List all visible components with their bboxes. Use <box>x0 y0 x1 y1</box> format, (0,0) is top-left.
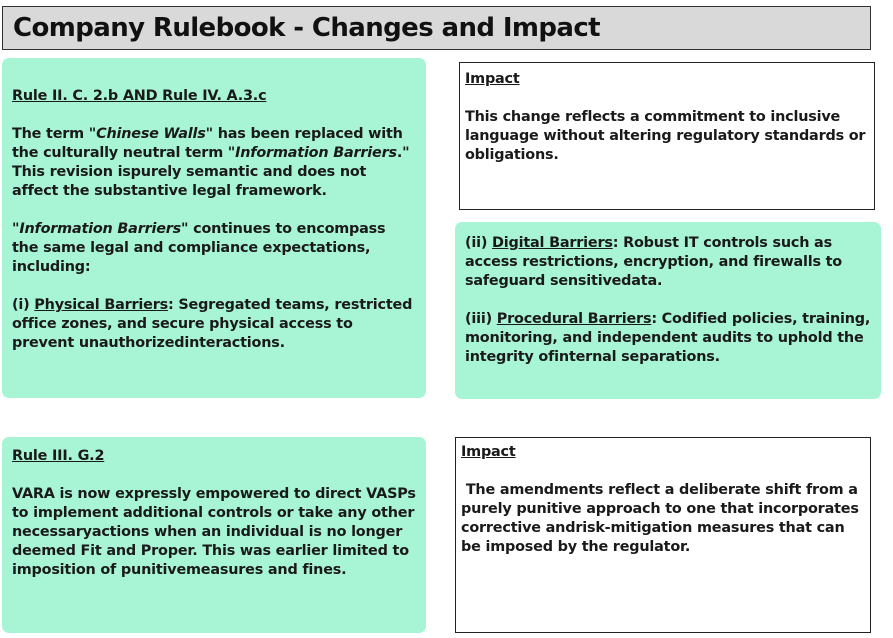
rule-change-card-1 <box>2 58 426 398</box>
rule1-p3-prefix: (i) <box>12 297 35 313</box>
b2-text: : Robust IT controls such as access restrictions, encryption, and firewalls to safeguard sensitivedata. <box>465 235 842 289</box>
impact-card-2 <box>455 437 871 633</box>
rule1-paragraph-1 <box>12 125 416 201</box>
rule1-old-term: Chinese Walls <box>96 126 206 142</box>
rule-heading-2: Rule III. G.2 <box>12 448 105 464</box>
title-bar <box>2 6 871 50</box>
rule-change-card-2 <box>2 437 426 633</box>
rule1-p1-mid: " has been replaced with the culturally neutral term " <box>12 126 403 161</box>
impact-text-2: The amendments reflect a deliberate shift from a purely punitive approach to one that incorporates corrective andrisk-mitigation measures that can be imposed by the regulator. <box>461 482 864 555</box>
physical-barriers-term: Physical Barriers <box>34 297 168 313</box>
rule1-paragraph-2 <box>12 220 416 277</box>
rule1-p2-open: " <box>12 221 20 237</box>
rule1-paragraph-3 <box>12 296 416 353</box>
barriers-card <box>455 222 881 399</box>
impact-heading-2: Impact <box>461 444 516 460</box>
rule1-p3-text: : Segregated teams, restricted office zones, and secure physical access to prevent unauthorizedinteractions. <box>12 297 413 351</box>
page-title: Company Rulebook - Changes and Impact <box>13 13 600 43</box>
digital-barriers-item <box>465 234 871 291</box>
rule1-new-term: Information Barriers <box>235 145 397 161</box>
rule-heading-1: Rule II. C. 2.b AND Rule IV. A.3.c <box>12 88 267 104</box>
procedural-barriers-term: Procedural Barriers <box>496 311 652 327</box>
digital-barriers-term: Digital Barriers <box>492 235 613 251</box>
b3-prefix: (iii) <box>465 311 497 327</box>
rule1-p2-term: Information Barriers <box>19 221 182 237</box>
rule2-text: VARA is now expressly empowered to direct VASPs to implement additional controls or take any other necessaryactions when an individual is no longer deemed Fit and Proper. This was earlier limited to imposition of punitivemeasures and fines. <box>12 486 416 578</box>
impact-card-1 <box>459 62 875 210</box>
rule1-p1-end: ." This revision ispurely semantic and does not affect the substantive legal framework. <box>12 145 410 199</box>
rule1-p1-open: The term " <box>12 126 97 142</box>
procedural-barriers-item <box>465 310 871 367</box>
impact-heading-1: Impact <box>465 71 520 87</box>
rule1-p2-text: " continues to encompass the same legal and compliance expectations, including: <box>12 221 386 275</box>
b3-text: : Codified policies, training, monitoring, and independent audits to uphold the integrity ofinternal separations. <box>465 311 871 365</box>
impact-text-1: This change reflects a commitment to inclusive language without altering regulatory standards or obligations. <box>465 109 866 163</box>
b2-prefix: (ii) <box>465 235 493 251</box>
